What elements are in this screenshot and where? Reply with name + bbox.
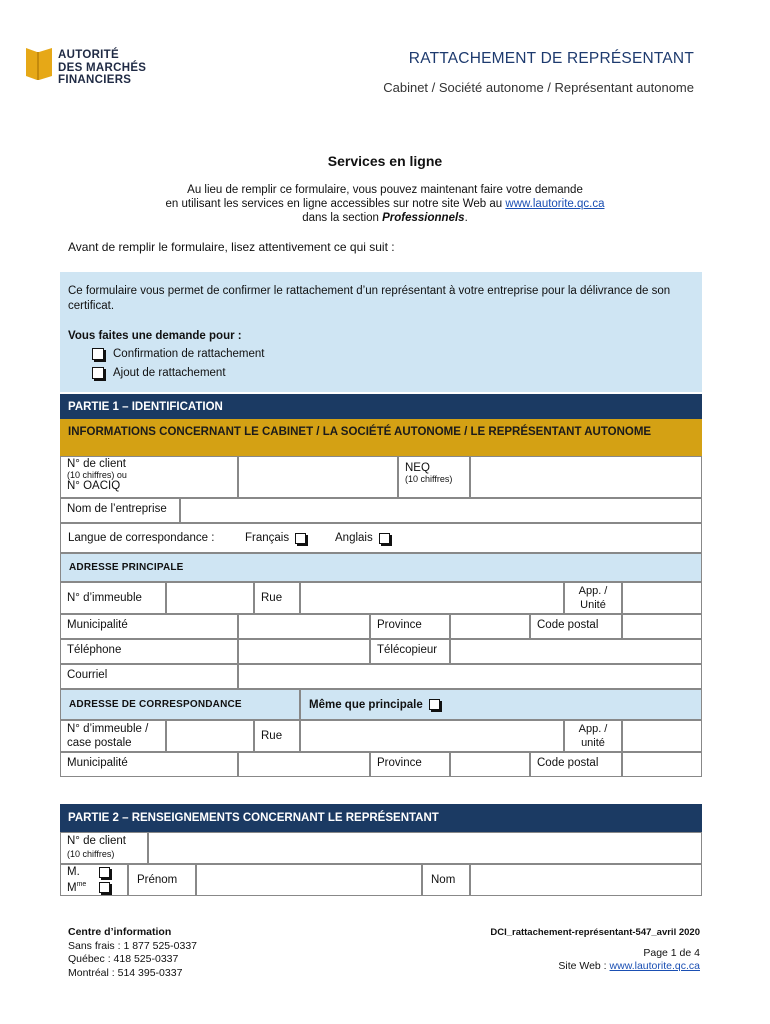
street-field[interactable] bbox=[300, 582, 564, 614]
footer-website bbox=[490, 960, 700, 974]
language-english-option[interactable] bbox=[335, 532, 390, 544]
amf-logo-icon bbox=[26, 46, 52, 80]
province-label: Province bbox=[370, 614, 450, 639]
footer-site-label: Site Web : bbox=[558, 960, 610, 972]
apt2-field[interactable] bbox=[622, 720, 702, 752]
neq-label bbox=[398, 456, 470, 498]
client-number-field[interactable] bbox=[238, 456, 398, 498]
same-as-main-option[interactable] bbox=[300, 689, 702, 720]
last-name-field[interactable] bbox=[470, 864, 702, 896]
amf-logo-text bbox=[58, 49, 146, 87]
postal-code-label: Code postal bbox=[530, 614, 622, 639]
neq-digits-text: (10 chiffres) bbox=[405, 474, 453, 484]
phone-label: Téléphone bbox=[60, 639, 238, 664]
intro-line-1: Au lieu de remplir ce formulaire, vous pouvez maintenant faire votre demande bbox=[187, 184, 583, 196]
building-no-label: N° d’immeuble bbox=[60, 582, 166, 614]
logo-line-2: DES MARCHÉS bbox=[58, 61, 147, 74]
fax-label: Télécopieur bbox=[370, 639, 450, 664]
same-as-main-label: Même que principale bbox=[309, 698, 423, 711]
intro-line-2-text: en utilisant les services en ligne accessibles sur notre site Web au bbox=[165, 198, 506, 210]
title-mrs-option[interactable] bbox=[67, 881, 110, 894]
building-no-field[interactable] bbox=[166, 582, 254, 614]
intro-line-3-end: . bbox=[464, 212, 468, 224]
footer-website-link[interactable]: www.lautorite.qc.ca bbox=[609, 960, 700, 972]
main-address-header: ADRESSE PRINCIPALE bbox=[60, 553, 702, 582]
apt2-label: App. / unité bbox=[564, 720, 622, 752]
section-professionnels: Professionnels bbox=[382, 212, 465, 224]
apt-field[interactable] bbox=[622, 582, 702, 614]
option-confirmation[interactable] bbox=[92, 348, 265, 360]
document-subtitle: Cabinet / Société autonome / Représentant autonome bbox=[383, 80, 694, 95]
document-code: DCI_rattachement-représentant-547_avril 2020 bbox=[490, 927, 700, 938]
part1-subheader: INFORMATIONS CONCERNANT LE CABINET / LA SOCIÉTÉ AUTONOME / LE REPRÉSENTANT AUTONOME bbox=[60, 419, 702, 456]
mail-address-header: ADRESSE DE CORRESPONDANCE bbox=[60, 689, 300, 720]
rep-client-digits-text: (10 chiffres) bbox=[67, 849, 115, 859]
montreal-number: Montréal : 514 395-0337 bbox=[68, 966, 183, 979]
company-name-label: Nom de l’entreprise bbox=[60, 498, 180, 523]
phone-field[interactable] bbox=[238, 639, 370, 664]
first-name-field[interactable] bbox=[196, 864, 422, 896]
neq-field[interactable] bbox=[470, 456, 702, 498]
english-label: Anglais bbox=[335, 532, 373, 544]
intro-line-3-text: dans la section bbox=[302, 212, 383, 224]
request-title: Vous faites une demande pour : bbox=[68, 330, 242, 342]
option-confirmation-label: Confirmation de rattachement bbox=[113, 348, 265, 360]
checkbox-english[interactable] bbox=[379, 533, 390, 544]
province-field[interactable] bbox=[450, 614, 530, 639]
rep-client-number-field[interactable] bbox=[148, 832, 702, 864]
checkbox-mr[interactable] bbox=[99, 867, 110, 878]
language-label: Langue de correspondance : bbox=[68, 532, 215, 544]
mrs-label: $M^{me}$ bbox=[67, 881, 87, 894]
footer-contact bbox=[68, 926, 197, 980]
oaciq-text: N° OACIQ bbox=[67, 480, 121, 492]
street-label: Rue bbox=[254, 582, 300, 614]
language-french-option[interactable] bbox=[245, 532, 306, 544]
rep-client-number-label bbox=[60, 832, 148, 864]
client-no-text: N° de client bbox=[67, 458, 126, 470]
online-services-intro bbox=[0, 183, 770, 225]
municipality2-label: Municipalité bbox=[60, 752, 238, 777]
info-text: Ce formulaire vous permet de confirmer le rattachement d’un représentant à votre entreprise pour la délivrance de son certificat. bbox=[68, 285, 671, 312]
last-name-label: Nom bbox=[422, 864, 470, 896]
part2-header: PARTIE 2 – RENSEIGNEMENTS CONCERNANT LE REPRÉSENTANT bbox=[60, 804, 702, 832]
client-digits-text: (10 chiffres) ou bbox=[67, 470, 127, 480]
postal-code2-label: Code postal bbox=[530, 752, 622, 777]
before-instructions: Avant de remplir le formulaire, lisez attentivement ce qui suit : bbox=[68, 240, 395, 254]
tollfree-number: Sans frais : 1 877 525-0337 bbox=[68, 939, 198, 952]
client-number-label bbox=[60, 456, 238, 498]
province2-label: Province bbox=[370, 752, 450, 777]
option-ajout[interactable] bbox=[92, 367, 226, 379]
french-label: Français bbox=[245, 532, 290, 544]
email-label: Courriel bbox=[60, 664, 238, 689]
mrs-suffix: me bbox=[76, 881, 87, 888]
postal-code-field[interactable] bbox=[622, 614, 702, 639]
title-mr-option[interactable] bbox=[67, 866, 110, 878]
checkbox-french[interactable] bbox=[295, 533, 306, 544]
footer-meta bbox=[490, 926, 700, 974]
apt-label: App. / Unité bbox=[564, 582, 622, 614]
company-name-field[interactable] bbox=[180, 498, 702, 523]
page-number: Page 1 de 4 bbox=[643, 946, 700, 959]
municipality-label: Municipalité bbox=[60, 614, 238, 639]
option-ajout-label: Ajout de rattachement bbox=[113, 367, 226, 379]
info-centre-title: Centre d’information bbox=[68, 926, 172, 938]
municipality2-field[interactable] bbox=[238, 752, 370, 777]
intro-line-2 bbox=[0, 197, 770, 211]
street2-label: Rue bbox=[254, 720, 300, 752]
document-title: RATTACHEMENT DE REPRÉSENTANT bbox=[408, 50, 694, 67]
building-box-label: N° d’immeuble / case postale bbox=[60, 720, 166, 752]
neq-text: NEQ bbox=[405, 462, 430, 474]
checkbox-same-as-main[interactable] bbox=[429, 699, 440, 710]
municipality-field[interactable] bbox=[238, 614, 370, 639]
website-link[interactable]: www.lautorite.qc.ca bbox=[505, 198, 605, 210]
intro-line-3 bbox=[0, 211, 770, 225]
checkbox-confirmation[interactable] bbox=[92, 348, 104, 360]
logo-line-3: FINANCIERS bbox=[58, 74, 132, 86]
fax-field[interactable] bbox=[450, 639, 702, 664]
quebec-number: Québec : 418 525-0337 bbox=[68, 953, 179, 965]
part1-header: PARTIE 1 – IDENTIFICATION bbox=[60, 394, 702, 419]
checkbox-ajout[interactable] bbox=[92, 367, 104, 379]
info-box bbox=[60, 272, 702, 392]
postal-code2-field[interactable] bbox=[622, 752, 702, 777]
building-box-field[interactable] bbox=[166, 720, 254, 752]
online-services-title: Services en ligne bbox=[327, 153, 443, 169]
logo-line-1: AUTORITÉ bbox=[58, 49, 119, 61]
checkbox-mrs[interactable] bbox=[99, 882, 110, 893]
street2-field[interactable] bbox=[300, 720, 564, 752]
mr-label: M. bbox=[67, 866, 80, 878]
first-name-label: Prénom bbox=[128, 864, 196, 896]
email-field[interactable] bbox=[238, 664, 702, 689]
province2-field[interactable] bbox=[450, 752, 530, 777]
rep-client-no-text: N° de client bbox=[67, 835, 126, 847]
